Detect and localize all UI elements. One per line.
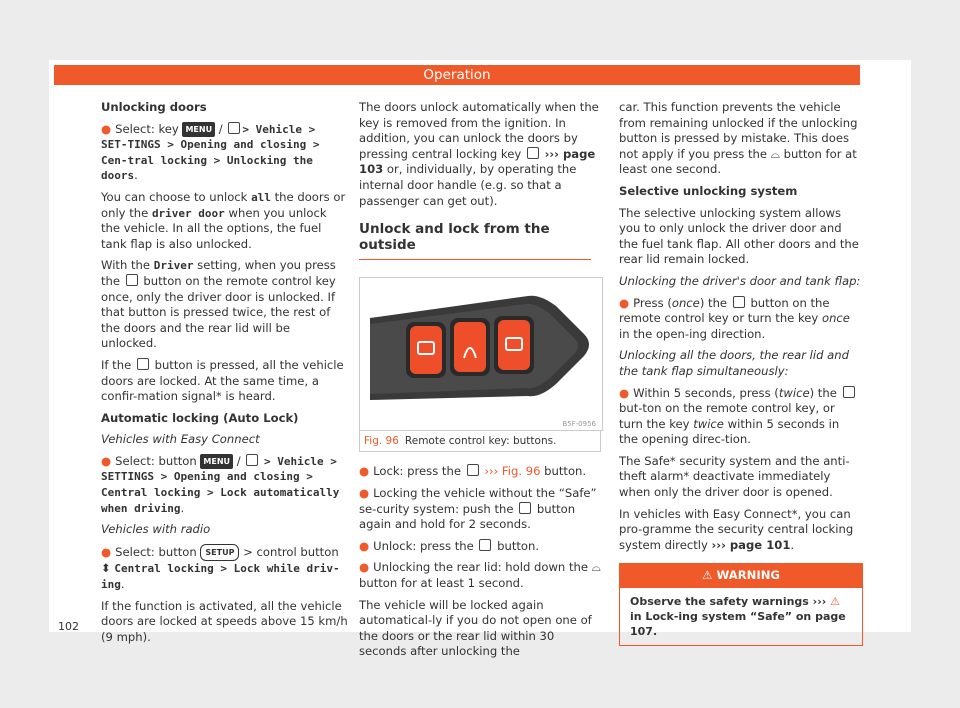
unlock-icon [126,274,138,286]
lock-icon [519,502,531,514]
car-rear-lid-icon: ⌓ [770,146,780,161]
apps-icon [228,122,240,134]
page-number: 102 [58,620,79,633]
lock-icon [467,464,479,476]
updown-arrows-icon: ⬍ [101,561,111,576]
heading-selective-unlocking: Selective unlocking system [619,183,798,198]
warning-triangle-icon: ⚠ [702,568,713,583]
lock-icon [137,358,149,370]
menu-key-icon: MENU [200,454,233,470]
figure-caption: Fig. 96 Remote control key: buttons. [359,431,601,452]
heading-auto-lock: Automatic locking (Auto Lock) [101,410,299,425]
figure-remote-key [359,277,603,431]
car-rear-lid-icon: ⌓ [591,560,601,575]
section-title: Unlock and lock from the outside [359,222,591,260]
column-3: car. This function prevents the vehicle from remaining unlocked if the unlocking button is pressed by mistake. This does not apply if you press the ⌓ button for at least one second. Selective unlocking system The selective unlocking system allows you to only unlock the driver door and the fuel tank flap. All other doors and the rear lid remain locked. Unlocking the driver's door and tank flap: ● Press (once) the button on the remote control key or turn the key once in the open-ing direction. Unlocking all the doors, the rear lid and the tank flap simultaneously: ● Within 5 seconds, press (twice) the but-ton on the remote control key, or turn the key twice within 5 seconds in the opening direc-tion. The Safe* security system and the anti-theft alarm* deactivate immediately when only the driver door is opened. In vehicles with Easy Connect*, you can pro-gramme the security central locking system directly ››› page 101. ⚠ WARNING Observe the safety warnings ››› ⚠ in Lock-ing system “Safe” on page 107. [619,100,861,646]
menu-key-icon: MENU [182,122,215,138]
apps-icon [246,454,258,466]
remote-key-image [360,278,602,430]
figure-code: B5F-0956 [562,420,596,429]
setup-key-icon: SETUP [200,544,239,562]
page-header: Operation [54,65,860,85]
unlock-icon [479,539,491,551]
column-1: Unlocking doors ● Select: key MENU / > Vehicle > SET-TINGS > Opening and closing > Cen-tral locking > Unlocking the doors. You can choose to unlock all the doors or only the driver door when you unlock the vehicle. In all the options, the fuel tank flap is also unlocked. With the Driver setting, when you press the button on the remote control key once, only the driver door is unlocked. If that button is pressed twice, the rest of the doors and the rear lid will be unlocked. If the button is pressed, all the vehicle doors are locked. At the same time, a confir-mation signal* is heard. Automatic locking (Auto Lock) Vehicles with Easy Connect ● Select: button MENU / > Vehicle > SETTINGS > Opening and closing > Central locking > Lock automatically when driving. Vehicles with radio ● Select: button SETUP > control button ⬍ Central locking > Lock while driv-ing. If the function is activated, all the vehicle doors are locked at speeds above 15 km/h (9 mph). [101,100,348,644]
unlock-icon [733,296,745,308]
warning-box: ⚠ WARNING Observe the safety warnings ››› ⚠ in Lock-ing system “Safe” on page 107. [619,563,863,646]
heading-unlocking-doors: Unlocking doors [101,100,207,114]
column-2: The doors unlock automatically when the key is removed from the ignition. In addition, you can unlock the doors by pressing central locking key ››› page 103 or, individually, by operating the internal door handle (e.g. so that a passenger can get out). Unlock and lock from the outside B5F-0956 Fig. 96 Remote control key: buttons. ● Lock: press the ››› Fig. 96 button. ● Locking the vehicle without the “Safe” se-curity system: push the button again and hold for 2 seconds. ● Unlock: press the button. ● Unlocking the rear lid: hold down the ⌓ button for at least 1 second. The vehicle will be locked again automatical-ly if you do not open one of the doors or the rear lid within 30 seconds after unlocking the [359,100,601,666]
lock-icon [527,147,539,159]
unlock-icon [843,386,855,398]
warning-triangle-icon: ⚠ [830,595,840,609]
bullet-select-key: ● Select: key MENU / > Vehicle > SET-TINGS > Opening and closing > Cen-tral locking > Unlocking the doors. [101,121,320,183]
